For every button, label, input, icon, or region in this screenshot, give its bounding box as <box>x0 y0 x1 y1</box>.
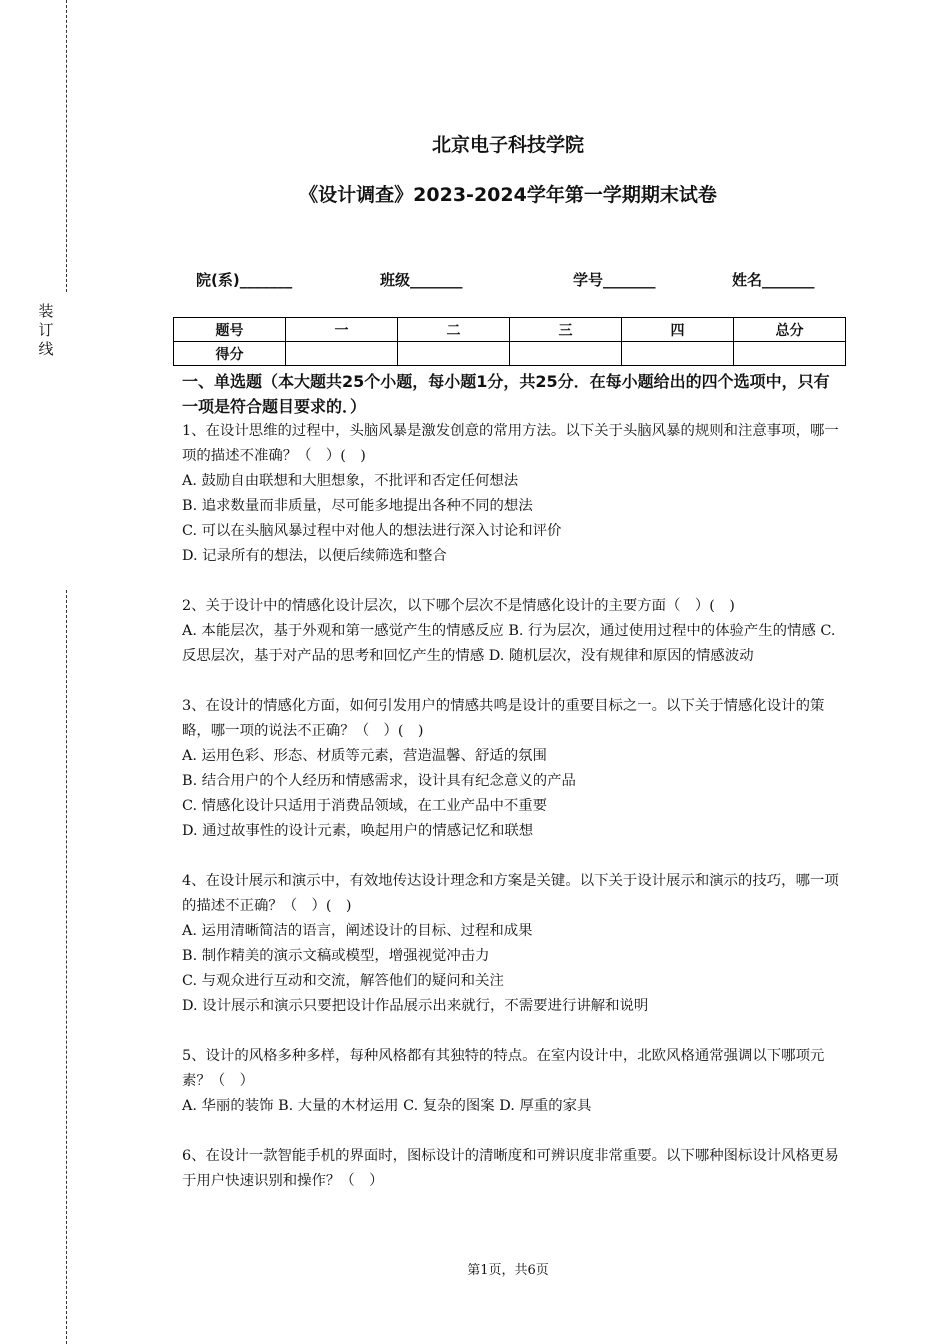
question-5 <box>182 1044 844 1119</box>
question-stem: 4、在设计展示和演示中，有效地传达设计理念和方案是关键。以下关于设计展示和演示的技巧，哪一项的描述不正确？（ ）( ) <box>182 873 839 914</box>
score-table-header-row <box>174 318 846 342</box>
question-option: A. 本能层次，基于外观和第一感觉产生的情感反应 B. 行为层次，通过使用过程中的体验产生的情感 C. 反思层次，基于对产品的思考和回忆产生的情感 D. 随机层次，没有规律和原因的情感波动 <box>182 623 836 664</box>
score-table-score-row <box>174 342 846 366</box>
score-table-cell: 三 <box>510 318 622 342</box>
score-table-cell: 得分 <box>174 342 286 366</box>
question-option: C. 与观众进行互动和交流，解答他们的疑问和关注 <box>182 973 504 989</box>
binding-char: 线 <box>38 340 54 358</box>
department-field: 院(系)_______ <box>196 271 293 289</box>
question-option: D. 记录所有的想法，以便后续筛选和整合 <box>182 548 447 564</box>
question-option: B. 追求数量而非质量，尽可能多地提出各种不同的想法 <box>182 498 533 514</box>
school-title: 北京电子科技学院 <box>431 134 584 156</box>
exam-title: 《设计调查》2023-2024学年第一学期期末试卷 <box>299 184 717 206</box>
score-entry-cell <box>622 342 734 366</box>
name-field: 姓名_______ <box>732 271 815 289</box>
question-option: B. 结合用户的个人经历和情感需求，设计具有纪念意义的产品 <box>182 773 576 789</box>
exam-content <box>182 369 844 1219</box>
question-option: A. 运用清晰简洁的语言，阐述设计的目标、过程和成果 <box>182 923 533 939</box>
student-id-field: 学号_______ <box>573 271 656 289</box>
question-option: A. 华丽的装饰 B. 大量的木材运用 C. 复杂的图案 D. 厚重的家具 <box>182 1098 592 1114</box>
question-option: D. 通过故事性的设计元素，唤起用户的情感记忆和联想 <box>182 823 534 839</box>
binding-line-bottom <box>66 590 67 1344</box>
binding-label <box>38 302 54 359</box>
score-table-cell: 一 <box>286 318 398 342</box>
score-table-cell: 四 <box>622 318 734 342</box>
score-entry-cell <box>734 342 846 366</box>
question-option: A. 鼓励自由联想和大胆想象，不批评和否定任何想法 <box>182 473 519 489</box>
question-option: B. 制作精美的演示文稿或模型，增强视觉冲击力 <box>182 948 490 964</box>
question-2 <box>182 594 844 669</box>
question-stem: 3、在设计的情感化方面，如何引发用户的情感共鸣是设计的重要目标之一。以下关于情感化设计的策略，哪一项的说法不正确？（ ）( ) <box>182 698 825 739</box>
score-table-cell: 题号 <box>174 318 286 342</box>
section-heading: 一、单选题（本大题共25个小题，每小题1分，共25分．在每小题给出的四个选项中，只有一项是符合题目要求的．） <box>182 372 830 416</box>
question-6 <box>182 1144 844 1194</box>
binding-char: 装 <box>38 302 54 320</box>
score-table <box>173 317 846 366</box>
binding-char: 订 <box>38 321 54 339</box>
question-option: C. 可以在头脑风暴过程中对他人的想法进行深入讨论和评价 <box>182 523 562 539</box>
question-option: D. 设计展示和演示只要把设计作品展示出来就行，不需要进行讲解和说明 <box>182 998 649 1014</box>
class-field: 班级_______ <box>380 271 463 289</box>
question-option: C. 情感化设计只适用于消费品领域，在工业产品中不重要 <box>182 798 548 814</box>
score-table-cell: 总分 <box>734 318 846 342</box>
question-stem: 5、设计的风格多种多样，每种风格都有其独特的特点。在室内设计中，北欧风格通常强调以下哪项元素？（ ） <box>182 1048 825 1089</box>
score-entry-cell <box>398 342 510 366</box>
question-option: A. 运用色彩、形态、材质等元素，营造温馨、舒适的氛围 <box>182 748 547 764</box>
score-table-cell: 二 <box>398 318 510 342</box>
score-entry-cell <box>286 342 398 366</box>
question-stem: 2、关于设计中的情感化设计层次，以下哪个层次不是情感化设计的主要方面（ ）( ) <box>182 598 735 614</box>
question-4 <box>182 869 844 1019</box>
question-stem: 1、在设计思维的过程中，头脑风暴是激发创意的常用方法。以下关于头脑风暴的规则和注意事项，哪一项的描述不准确？（ ）( ) <box>182 423 839 464</box>
page-footer: 第1页，共6页 <box>467 1263 549 1278</box>
question-1 <box>182 419 844 569</box>
question-stem: 6、在设计一款智能手机的界面时，图标设计的清晰度和可辨识度非常重要。以下哪种图标设计风格更易于用户快速识别和操作？（ ） <box>182 1148 839 1189</box>
score-entry-cell <box>510 342 622 366</box>
question-3 <box>182 694 844 844</box>
